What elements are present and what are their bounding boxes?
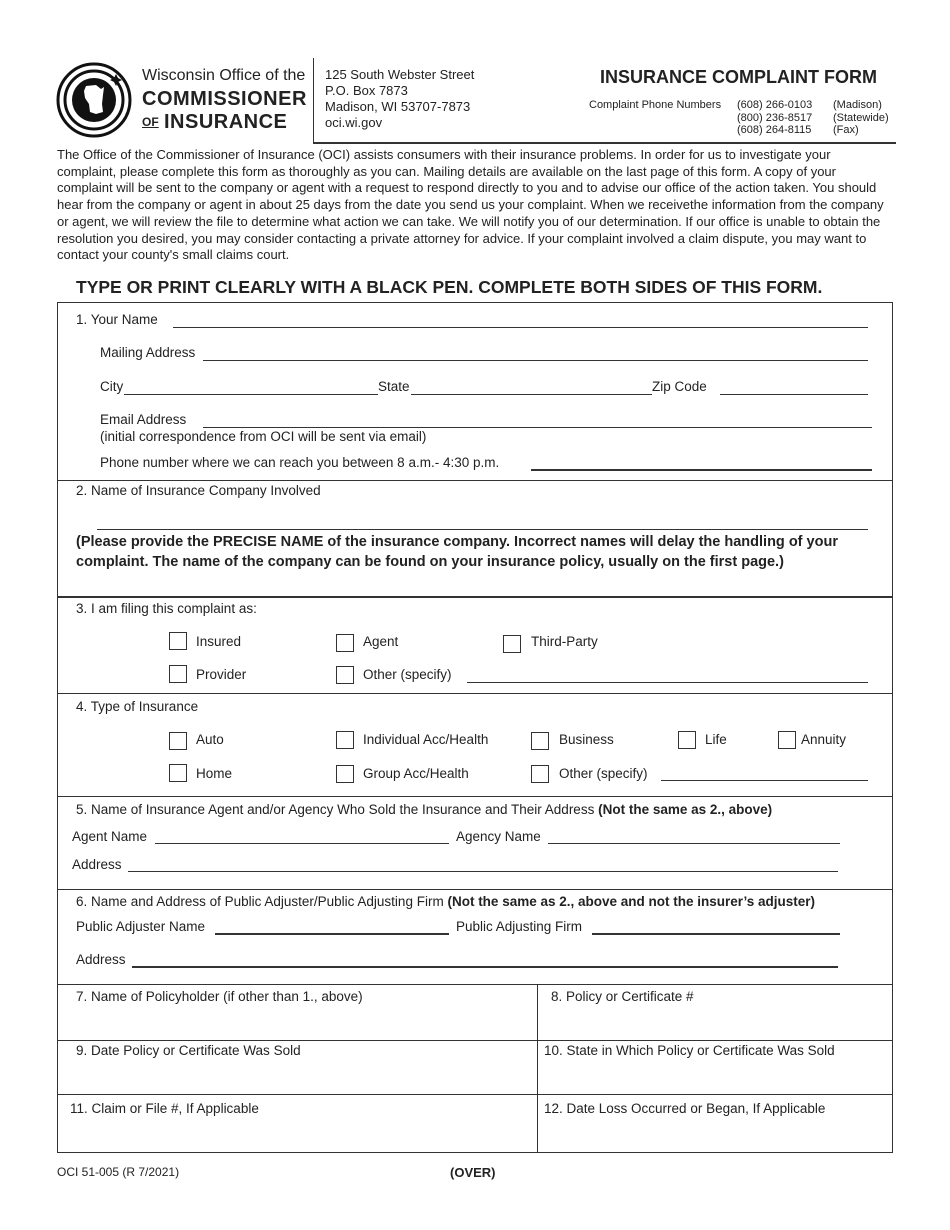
individual-acc-health-checkbox[interactable] — [336, 731, 354, 749]
agent-option-label: Agent — [363, 634, 399, 649]
group-acc-health-checkbox[interactable] — [336, 765, 354, 783]
phone-numbers — [737, 99, 812, 137]
oci-address — [325, 67, 474, 131]
provider-checkbox[interactable] — [169, 665, 187, 683]
agent-section-note: (Not the same as 2., above) — [598, 802, 773, 817]
adjuster-address-field[interactable] — [132, 966, 838, 968]
grid-row-divider — [57, 1094, 893, 1095]
annuity-option-label: Annuity — [801, 732, 847, 747]
insurance-type-label: 4. Type of Insurance — [76, 699, 199, 714]
third-party-checkbox[interactable] — [503, 635, 521, 653]
filing-as-label: 3. I am filing this complaint as: — [76, 601, 257, 616]
claim-number-field[interactable]: 11. Claim or File #, If Applicable — [70, 1101, 259, 1116]
section-divider — [57, 796, 893, 797]
phone-desc: (Statewide) — [833, 111, 889, 124]
adjuster-section-label — [76, 894, 815, 909]
adjusting-firm-label: Public Adjusting Firm — [456, 919, 583, 934]
insured-option-label: Insured — [196, 634, 242, 649]
agent-address-label: Address — [72, 857, 122, 872]
policyholder-name-field[interactable]: 7. Name of Policyholder (if other than 1., above) — [76, 989, 363, 1004]
address-line: Madison, WI 53707-7873 — [325, 99, 471, 114]
life-checkbox[interactable] — [678, 731, 696, 749]
address-line: 125 South Webster Street — [325, 67, 475, 82]
mailing-address-field[interactable] — [203, 360, 868, 361]
grid-divider — [537, 984, 538, 1153]
org-name-of: OF — [142, 115, 159, 129]
insurance-company-field[interactable] — [97, 529, 868, 530]
adjuster-address-label: Address — [76, 952, 126, 967]
type-other-option-label: Other (specify) — [559, 766, 648, 781]
phone-reach-field[interactable] — [531, 469, 872, 471]
section-divider — [57, 693, 893, 694]
adjusting-firm-field[interactable] — [592, 933, 840, 935]
life-option-label: Life — [705, 732, 727, 747]
state-label: State — [378, 379, 410, 394]
insurance-company-label: 2. Name of Insurance Company Involved — [76, 483, 321, 498]
group-acc-health-option-label: Group Acc/Health — [363, 766, 469, 781]
org-name-line1: Wisconsin Office of the — [142, 67, 306, 84]
oci-logo — [56, 62, 132, 138]
intro-paragraph: The Office of the Commissioner of Insurance (OCI) assists consumers with their insurance problems. In order for us to investigate your complaint, please complete this form as thoroughly as you can. Mailing details are available on the last page of this form. A copy of your complaint will be sent to the company or agent with a request to respond directly to you and to advise our office of the action taken. You should hear from the company or agent in about 25 days from the date you send us your complaint. When we receivethe information from the company or agent, we will review the file to determine what action we can take. We will notify you of our determination. If our office is unable to obtain the resolution you desired, you may consider contacting a private attorney for advice. If your complaint involved a claim dispute, you may want to contact your county's small claims court. — [57, 147, 884, 263]
org-name-line2: COMMISSIONER — [142, 88, 307, 110]
filer-other-field[interactable] — [467, 682, 868, 683]
phone-number: (608) 264-8115 — [737, 124, 812, 136]
type-other-field[interactable] — [661, 780, 868, 781]
home-option-label: Home — [196, 766, 233, 781]
phone-label: Complaint Phone Numbers — [589, 99, 722, 111]
phone-reach-label: Phone number where we can reach you between 8 a.m.- 4:30 p.m. — [100, 455, 500, 470]
city-label: City — [100, 379, 124, 394]
mailing-address-label: Mailing Address — [100, 345, 196, 360]
adjuster-name-field[interactable] — [215, 933, 449, 935]
your-name-label: 1. Your Name — [76, 312, 158, 327]
business-checkbox[interactable] — [531, 732, 549, 750]
agent-name-field[interactable] — [155, 843, 449, 844]
home-checkbox[interactable] — [169, 764, 187, 782]
website-link[interactable]: oci.wi.gov — [325, 115, 383, 130]
section-divider — [57, 480, 893, 481]
business-option-label: Business — [559, 732, 614, 747]
address-line: P.O. Box 7873 — [325, 83, 408, 98]
section-divider — [57, 984, 893, 985]
provider-option-label: Provider — [196, 667, 247, 682]
individual-acc-health-option-label: Individual Acc/Health — [363, 732, 489, 747]
type-other-checkbox[interactable] — [531, 765, 549, 783]
form-number: OCI 51-005 (R 7/2021) — [57, 1165, 180, 1179]
city-field[interactable] — [124, 394, 378, 395]
state-policy-sold-field[interactable]: 10. State in Which Policy or Certificate Was Sold — [544, 1043, 835, 1058]
phone-number: (608) 266-0103 — [737, 99, 813, 111]
date-loss-field[interactable]: 12. Date Loss Occurred or Began, If Applicable — [544, 1101, 826, 1116]
insured-checkbox[interactable] — [169, 632, 187, 650]
filer-other-checkbox[interactable] — [336, 666, 354, 684]
annuity-checkbox[interactable] — [778, 731, 796, 749]
email-field[interactable] — [203, 427, 872, 428]
auto-option-label: Auto — [196, 732, 224, 747]
email-note: (initial correspondence from OCI will be sent via email) — [100, 429, 427, 444]
policy-number-field[interactable]: 8. Policy or Certificate # — [551, 989, 694, 1004]
insurance-company-note: (Please provide the PRECISE NAME of the insurance company. Incorrect names will delay the handling of your complaint. The name of the company can be found on your insurance policy, usually on the first page.) — [76, 534, 838, 570]
auto-checkbox[interactable] — [169, 732, 187, 750]
date-policy-sold-field[interactable]: 9. Date Policy or Certificate Was Sold — [76, 1043, 301, 1058]
form-title: INSURANCE COMPLAINT FORM — [600, 67, 877, 87]
agent-section-label — [76, 802, 772, 817]
agent-address-field[interactable] — [128, 871, 838, 872]
section-divider — [57, 889, 893, 890]
phone-number: (800) 236-8517 — [737, 111, 813, 124]
filer-other-option-label: Other (specify) — [363, 667, 452, 682]
adjuster-section-text: 6. Name and Address of Public Adjuster/Public Adjusting Firm — [76, 894, 444, 909]
org-name-line3: INSURANCE — [164, 111, 288, 133]
header-divider — [313, 58, 314, 142]
email-label: Email Address — [100, 412, 187, 427]
agent-name-label: Agent Name — [72, 829, 148, 844]
agent-section-text: 5. Name of Insurance Agent and/or Agency Who Sold the Insurance and Their Address — [76, 802, 595, 817]
zip-label: Zip Code — [652, 379, 707, 394]
grid-row-divider — [57, 1040, 893, 1041]
third-party-option-label: Third-Party — [531, 634, 598, 649]
agent-checkbox[interactable] — [336, 634, 354, 652]
instruction-heading: TYPE OR PRINT CLEARLY WITH A BLACK PEN. COMPLETE BOTH SIDES OF THIS FORM. — [76, 277, 823, 297]
phone-desc: (Madison) — [833, 99, 882, 111]
state-field[interactable] — [411, 394, 652, 395]
over-note: (OVER) — [450, 1165, 496, 1180]
phone-desc: (Fax) — [833, 124, 859, 136]
your-name-field[interactable] — [173, 327, 868, 328]
zip-field[interactable] — [720, 394, 868, 395]
section-divider — [57, 596, 893, 598]
agency-name-field[interactable] — [548, 843, 840, 844]
agency-name-label: Agency Name — [456, 829, 541, 844]
header-rule — [313, 142, 896, 144]
adjuster-section-note: (Not the same as 2., above and not the insurer’s adjuster) — [447, 894, 816, 909]
adjuster-name-label: Public Adjuster Name — [76, 919, 206, 934]
phone-descriptions — [833, 99, 889, 137]
